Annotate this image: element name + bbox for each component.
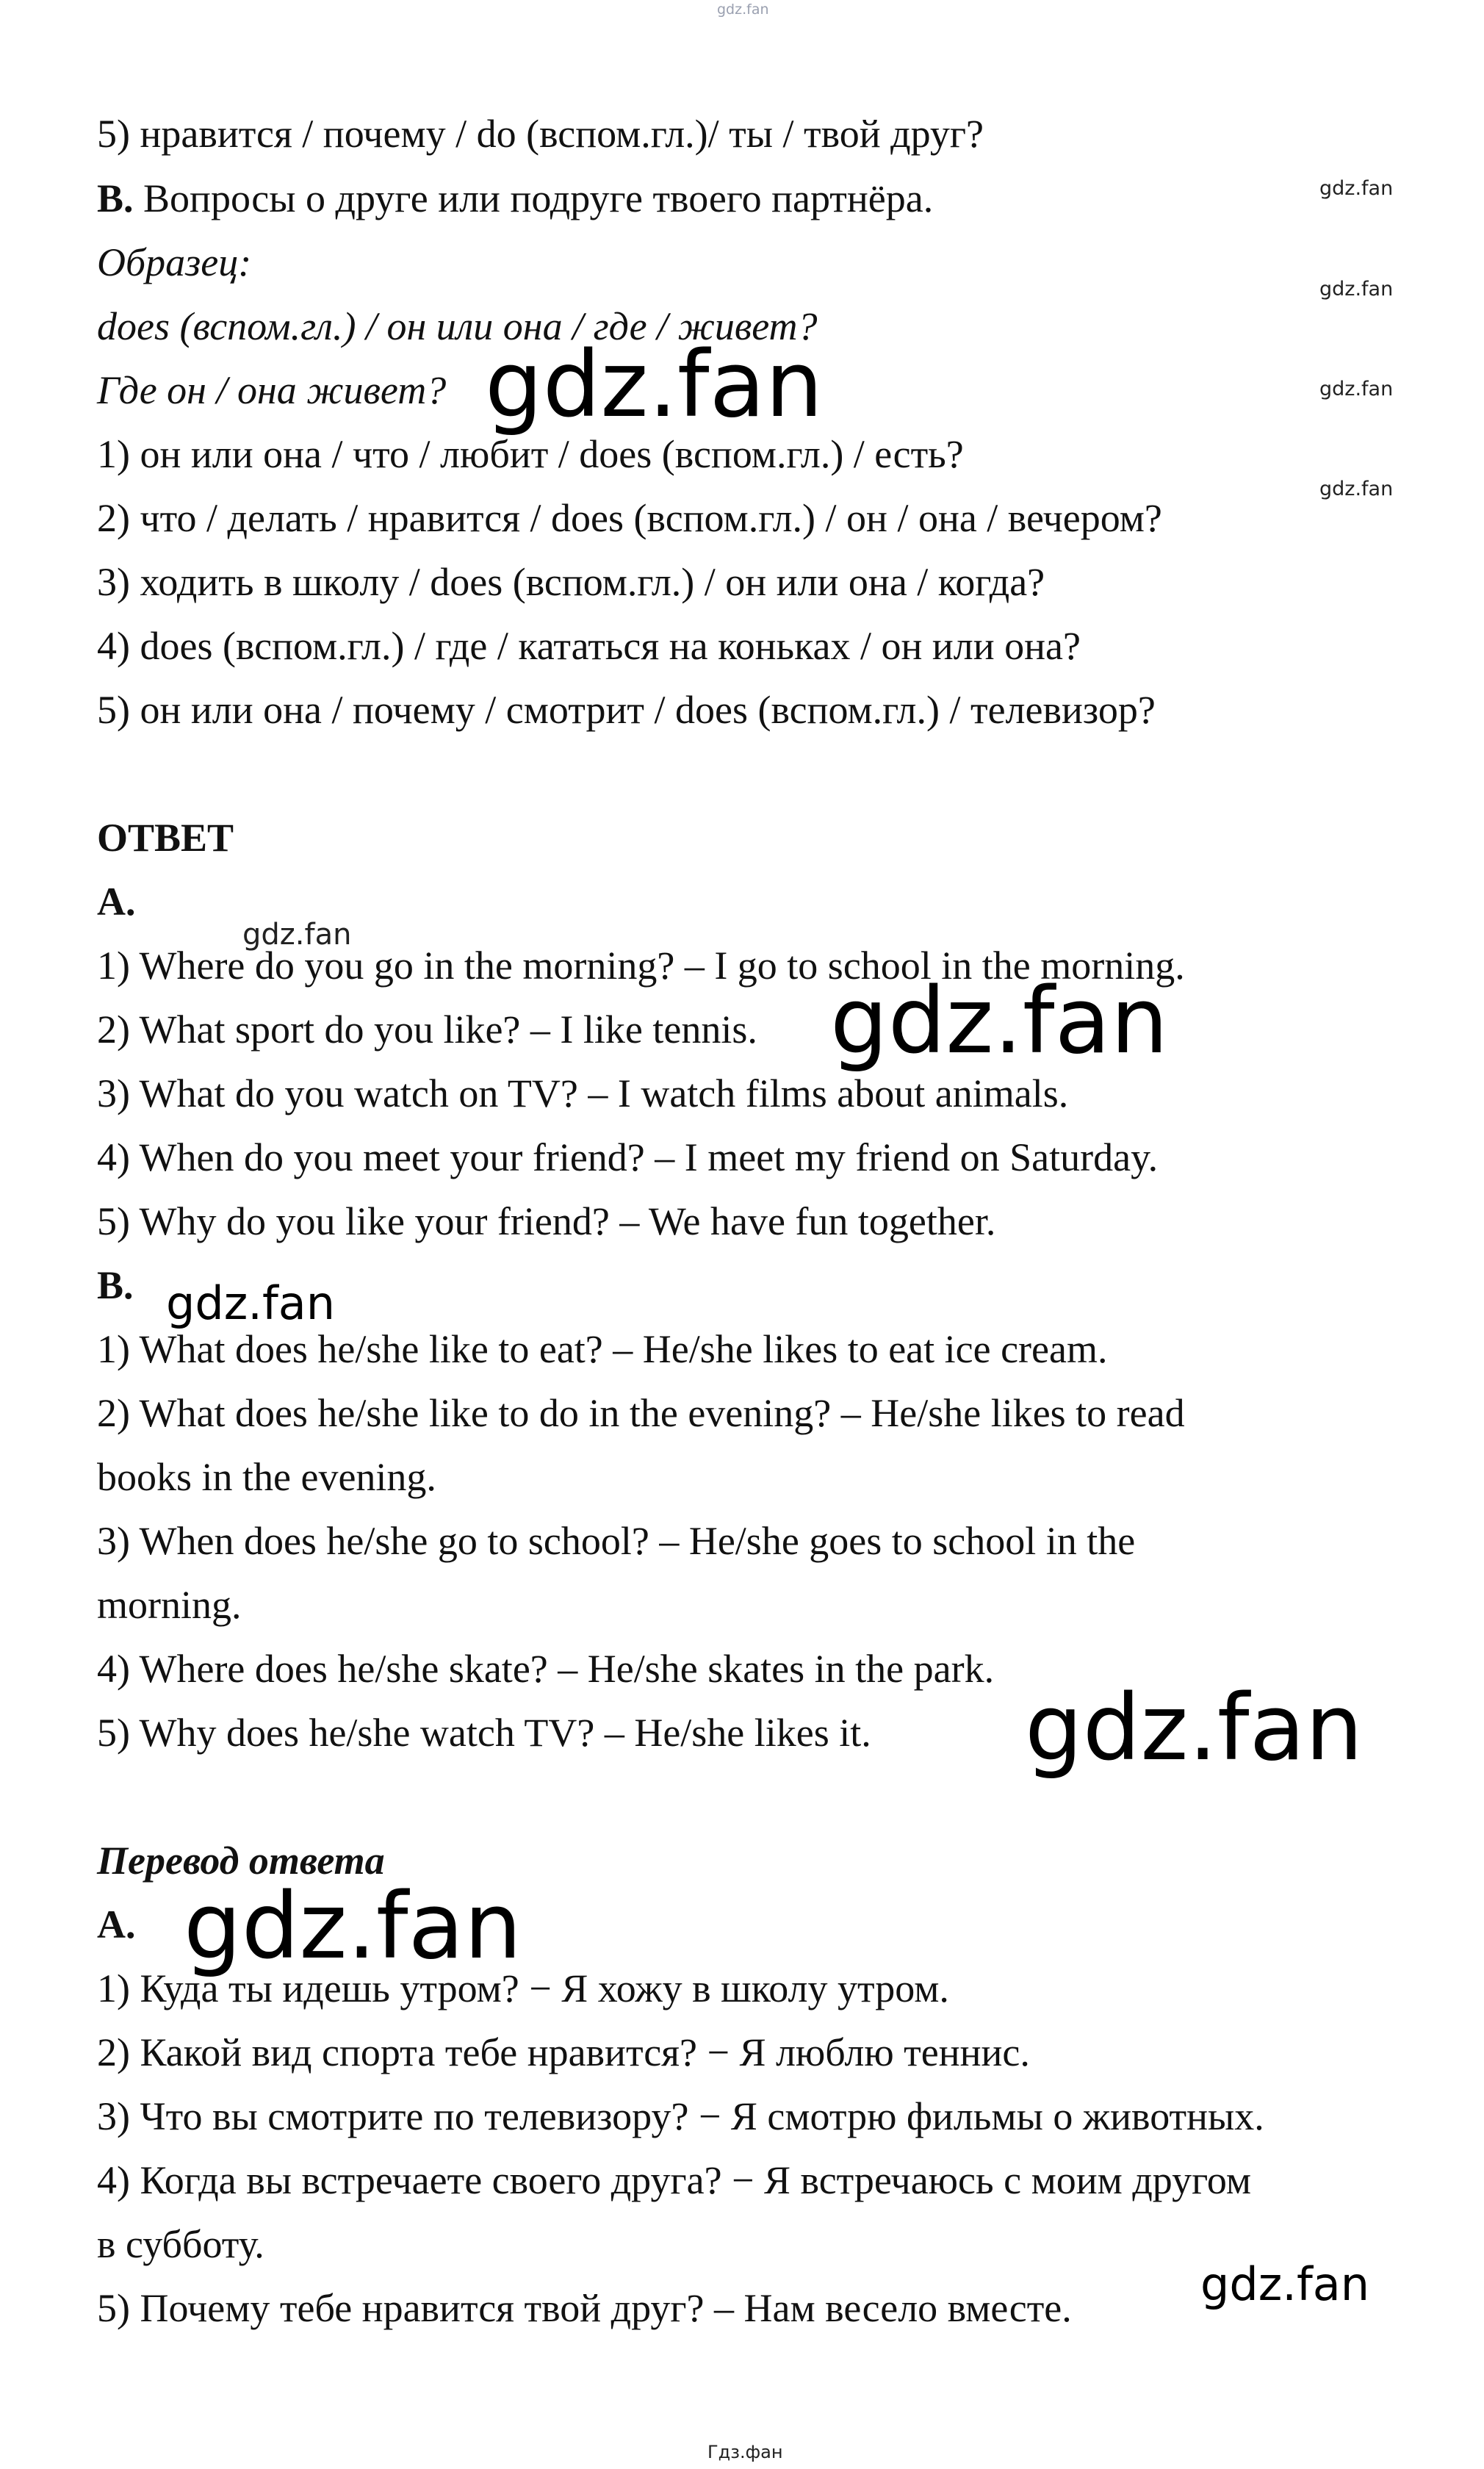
answer-b-line-2: 2) What does he/she like to do in the evening? – He/she likes to read <box>97 1391 1185 1435</box>
watermark-large-3: gdz.fan <box>1025 1675 1364 1781</box>
watermark-top: gdz.fan <box>717 1 769 18</box>
exercise-b-title: Вопросы о друге или подруге твоего партнёра. <box>133 176 934 220</box>
watermark-side-4: gdz.fan <box>1319 478 1394 500</box>
answer-a-item-5: 5) Why do you like your friend? – We have fun together. <box>97 1199 996 1243</box>
watermark-medium-answer-b: gdz.fan <box>166 1276 336 1330</box>
translation-line-3: 3) Что вы смотрите по телевизору? − Я смотрю фильмы о животных. <box>97 2094 1264 2138</box>
exercise-b-item-5: 5) он или она / почему / смотрит / does (вспом.гл.) / телевизор? <box>97 688 1156 732</box>
answer-heading: ОТВЕТ <box>97 816 234 860</box>
exercise-b-item-4: 4) does (вспом.гл.) / где / кататься на коньках / он или она? <box>97 624 1081 668</box>
sample-line-1: does (вспом.гл.) / он или она / где / живет? <box>97 304 818 348</box>
watermark-large-1: gdz.fan <box>485 332 824 438</box>
translation-a-label: A. <box>97 1902 136 1947</box>
sample-line-2: Где он / она живет? <box>97 368 447 412</box>
exercise-b-item-3: 3) ходить в школу / does (вспом.гл.) / он или она / когда? <box>97 560 1045 604</box>
translation-line-5: в субботу. <box>97 2222 264 2266</box>
watermark-small-answer-a: gdz.fan <box>242 918 352 952</box>
exercise-a-item-5: 5) нравится / почему / do (вспом.гл.)/ ты / твой друг? <box>97 112 984 156</box>
answer-b-line-5: morning. <box>97 1583 242 1627</box>
answer-a-label: A. <box>97 880 136 924</box>
translation-line-4: 4) Когда вы встречаете своего друга? − Я встречаюсь с моим другом <box>97 2158 1252 2202</box>
watermark-large-2: gdz.fan <box>830 968 1169 1074</box>
answer-b-line-7: 5) Why does he/she watch TV? – He/she likes it. <box>97 1711 871 1755</box>
watermark-side-1: gdz.fan <box>1319 177 1394 200</box>
answer-b-label: B. <box>97 1263 134 1307</box>
answer-b-line-4: 3) When does he/she go to school? – He/she goes to school in the <box>97 1519 1136 1563</box>
answer-b-line-6: 4) Where does he/she skate? – He/she skates in the park. <box>97 1647 995 1691</box>
translation-line-6: 5) Почему тебе нравится твой друг? – Нам весело вместе. <box>97 2286 1072 2330</box>
answer-b-line-3: books in the evening. <box>97 1455 436 1499</box>
watermark-medium-translation: gdz.fan <box>1200 2257 1370 2311</box>
answer-a-item-3: 3) What do you watch on TV? – I watch films about animals. <box>97 1071 1069 1115</box>
answer-a-item-4: 4) When do you meet your friend? – I meet my friend on Saturday. <box>97 1135 1159 1179</box>
exercise-b-item-1: 1) он или она / что / любит / does (вспом.гл.) / есть? <box>97 432 964 476</box>
watermark-footer: Гдз.фан <box>707 2442 783 2462</box>
watermark-side-3: gdz.fan <box>1319 378 1394 400</box>
translation-heading: Перевод ответа <box>97 1839 385 1883</box>
answer-a-item-2: 2) What sport do you like? – I like tennis. <box>97 1007 757 1052</box>
sample-label: Образец: <box>97 240 252 284</box>
exercise-b-heading <box>97 176 933 220</box>
translation-line-2: 2) Какой вид спорта тебе нравится? − Я люблю теннис. <box>97 2030 1030 2074</box>
answer-b-line-1: 1) What does he/she like to eat? – He/she likes to eat ice cream. <box>97 1327 1108 1371</box>
exercise-b-letter: B. <box>97 176 134 220</box>
exercise-b-item-2: 2) что / делать / нравится / does (вспом.гл.) / он / она / вечером? <box>97 496 1162 540</box>
translation-line-1: 1) Куда ты идешь утром? − Я хожу в школу утром. <box>97 1966 949 2010</box>
answer-a-item-1: 1) Where do you go in the morning? – I go to school in the morning. <box>97 944 1185 988</box>
watermark-side-2: gdz.fan <box>1319 278 1394 301</box>
watermark-large-4: gdz.fan <box>184 1874 522 1980</box>
